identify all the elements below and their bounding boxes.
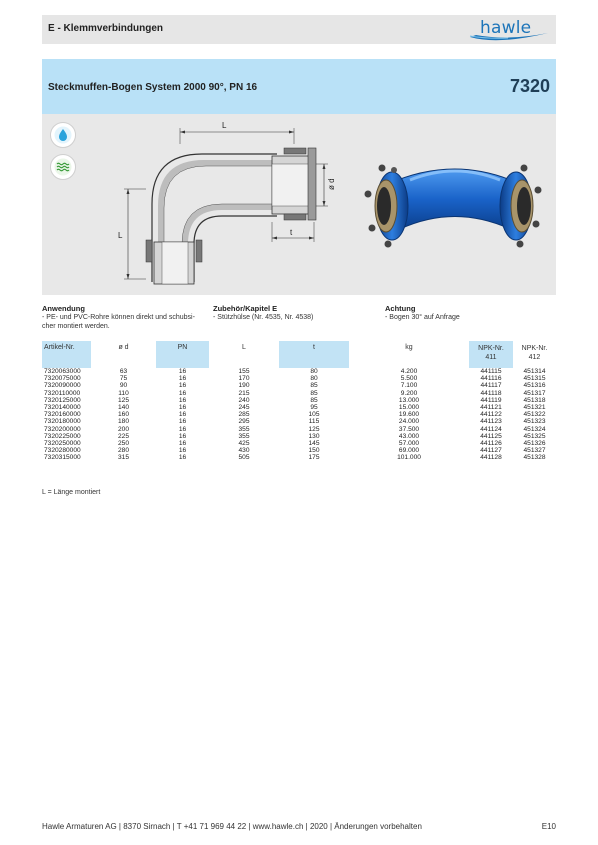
product-table (42, 341, 556, 461)
col-header-t: t (279, 341, 349, 368)
cell-kg: 5.500 (400, 375, 418, 383)
cell-l: 240 (238, 396, 250, 404)
achtung-heading: Achtung (385, 304, 416, 313)
cell-npk412: 451322 (523, 411, 546, 419)
cell-t: 85 (310, 382, 318, 390)
footer-company: Hawle Armaturen AG | 8370 Sirnach | T +41 71 969 44 22 | www.hawle.ch | 2020 | Änderungen vorbehalten (42, 822, 422, 831)
cell-npk411: 441116 (480, 375, 502, 383)
cell-l: 430 (238, 447, 250, 455)
cell-pn: 16 (178, 425, 187, 433)
table-row (42, 390, 556, 397)
cell-kg: 19.600 (398, 411, 420, 419)
cell-artikel: 7320110000 (44, 389, 81, 397)
cell-t: 85 (310, 396, 318, 404)
anwendung-heading: Anwendung (42, 304, 85, 313)
cell-t: 85 (310, 389, 318, 397)
table-row (42, 447, 556, 454)
product-number: 7320 (509, 76, 550, 96)
product-title: Steckmuffen-Bogen System 2000 90°, PN 16 (48, 82, 258, 93)
cell-npk412: 451315 (523, 375, 546, 383)
cell-t: 115 (308, 418, 320, 426)
cell-od: 140 (117, 403, 129, 411)
cell-l: 170 (238, 375, 250, 383)
table-body (42, 368, 556, 461)
cell-artikel: 7320250000 (44, 439, 81, 447)
cell-l: 155 (238, 368, 250, 375)
cell-npk412: 451325 (523, 432, 546, 440)
cell-kg: 7.100 (400, 382, 418, 390)
info-anwendung (42, 304, 207, 331)
col-header-kg: kg (349, 341, 469, 368)
drawing-label-L-side: L (118, 231, 123, 240)
cell-t: 145 (308, 439, 320, 447)
col-header-od: ø d (91, 341, 156, 368)
cell-artikel: 7320180000 (44, 418, 81, 426)
table-row (42, 397, 556, 404)
cell-artikel: 7320160000 (44, 411, 81, 419)
col-header-npk411: NPK-Nr. 411 (469, 341, 513, 368)
cell-npk412: 451323 (523, 418, 546, 426)
cell-npk412: 451328 (523, 454, 546, 462)
col-header-artikel: Artikel-Nr. (42, 341, 91, 368)
cell-artikel: 7320075000 (44, 375, 81, 383)
cell-npk412: 451327 (523, 447, 546, 455)
col-header-l: L (209, 341, 279, 368)
table-header (42, 341, 556, 368)
cell-od: 125 (117, 396, 129, 404)
cell-l: 285 (238, 411, 250, 419)
col-header-npk412: NPK-Nr. 412 (513, 341, 556, 368)
cell-t: 130 (308, 432, 320, 440)
section-header (42, 15, 556, 44)
table-row (42, 440, 556, 447)
anwendung-text: - PE- und PVC-Rohre können direkt und schubsi- cher montiert werden. (42, 314, 195, 330)
cell-od: 63 (119, 368, 128, 375)
cell-l: 295 (238, 418, 250, 426)
cell-t: 95 (310, 403, 318, 411)
table-row (42, 454, 556, 461)
drawing-label-od: ø d (327, 178, 336, 190)
cell-t: 125 (308, 425, 320, 433)
product-photo (360, 144, 550, 264)
wastewater-waves-icon (50, 154, 76, 180)
col-header-pn: PN (156, 341, 209, 368)
cell-od: 200 (117, 425, 129, 433)
cell-kg: 4.200 (400, 368, 418, 375)
cell-npk412: 451324 (523, 425, 546, 433)
cell-od: 250 (117, 439, 129, 447)
cell-npk411: 441117 (480, 382, 502, 390)
cell-kg: 101.000 (397, 454, 421, 462)
zubehoer-heading: Zubehör/Kapitel E (213, 304, 278, 313)
cell-artikel: 7320140000 (44, 403, 81, 411)
cell-t: 150 (308, 447, 320, 455)
cell-od: 315 (117, 454, 129, 462)
footer-page-number: E10 (541, 822, 556, 831)
cell-l: 215 (238, 389, 250, 397)
cell-pn: 16 (178, 432, 187, 440)
cell-npk411: 441127 (480, 447, 502, 455)
cell-pn: 16 (178, 382, 187, 390)
cell-npk412: 451321 (523, 403, 546, 411)
table-row (42, 404, 556, 411)
cell-pn: 16 (178, 403, 187, 411)
cell-od: 110 (118, 389, 129, 397)
cell-artikel: 7320063000 (44, 368, 81, 375)
cell-t: 80 (310, 375, 318, 383)
cell-kg: 37.500 (398, 425, 420, 433)
cell-kg: 43.000 (398, 432, 420, 440)
cell-t: 175 (308, 454, 320, 462)
table-row (42, 418, 556, 425)
cell-npk411: 441124 (480, 425, 502, 433)
section-title: E - Klemmverbindungen (48, 23, 164, 34)
achtung-text: - Bogen 30° auf Anfrage (385, 314, 460, 321)
cell-l: 355 (238, 425, 250, 433)
drawing-label-t: t (290, 228, 293, 237)
cell-artikel: 7320315000 (44, 454, 81, 462)
footnote: L = Länge montiert (42, 489, 101, 496)
cell-kg: 57.000 (398, 439, 420, 447)
cell-npk411: 441128 (480, 454, 502, 462)
cell-kg: 15.000 (398, 403, 420, 411)
cell-npk411: 441126 (480, 439, 502, 447)
cell-kg: 13.000 (398, 396, 420, 404)
cell-npk411: 441122 (480, 411, 502, 419)
cell-artikel: 7320225000 (44, 432, 81, 440)
info-achtung (385, 304, 550, 322)
cell-npk411: 441119 (480, 396, 502, 404)
cell-artikel: 7320090000 (44, 382, 81, 390)
cell-artikel: 7320125000 (44, 396, 81, 404)
cell-npk411: 441118 (480, 389, 502, 397)
cell-kg: 9.200 (400, 389, 418, 397)
cell-od: 225 (117, 432, 129, 440)
cell-artikel: 7320200000 (44, 425, 81, 433)
cell-od: 180 (117, 418, 129, 426)
cell-npk412: 451316 (523, 382, 546, 390)
cell-l: 505 (238, 454, 250, 462)
cell-t: 80 (310, 368, 318, 375)
logo-text: hawle (480, 18, 532, 38)
table-row (42, 368, 556, 375)
cell-od: 75 (119, 375, 128, 383)
cell-npk412: 451318 (523, 396, 546, 404)
cell-od: 280 (117, 447, 129, 455)
cell-pn: 16 (178, 396, 187, 404)
cell-npk411: 441115 (480, 368, 502, 375)
hawle-logo (468, 17, 552, 42)
cell-l: 355 (238, 432, 250, 440)
table-row (42, 433, 556, 440)
product-image-panel (42, 114, 556, 295)
cell-pn: 16 (178, 368, 187, 375)
cell-artikel: 7320280000 (44, 447, 81, 455)
drawing-label-L-top: L (222, 121, 227, 130)
cell-pn: 16 (178, 447, 187, 455)
cell-od: 90 (119, 382, 128, 390)
cell-od: 160 (117, 411, 129, 419)
table-row (42, 426, 556, 433)
technical-drawing (112, 114, 352, 295)
water-drop-icon (50, 122, 76, 148)
cell-npk411: 441121 (480, 403, 502, 411)
zubehoer-text: - Stützhülse (Nr. 4535, Nr. 4538) (213, 314, 314, 321)
table-row (42, 375, 556, 382)
cell-pn: 16 (178, 411, 187, 419)
cell-npk412: 451314 (523, 368, 546, 375)
cell-kg: 24.000 (398, 418, 420, 426)
cell-l: 425 (238, 439, 250, 447)
info-zubehoer (213, 304, 378, 322)
cell-t: 105 (308, 411, 320, 419)
cell-pn: 16 (178, 454, 187, 462)
cell-pn: 16 (178, 439, 187, 447)
cell-pn: 16 (178, 418, 187, 426)
cell-npk412: 451326 (523, 439, 546, 447)
cell-npk411: 441123 (480, 418, 502, 426)
cell-pn: 16 (178, 389, 187, 397)
table-row (42, 411, 556, 418)
cell-pn: 16 (178, 375, 187, 383)
cell-l: 190 (238, 382, 250, 390)
table-row (42, 382, 556, 389)
product-header (42, 59, 556, 114)
cell-kg: 69.000 (398, 447, 420, 455)
cell-l: 245 (238, 403, 250, 411)
cell-npk411: 441125 (480, 432, 502, 440)
cell-npk412: 451317 (523, 389, 546, 397)
